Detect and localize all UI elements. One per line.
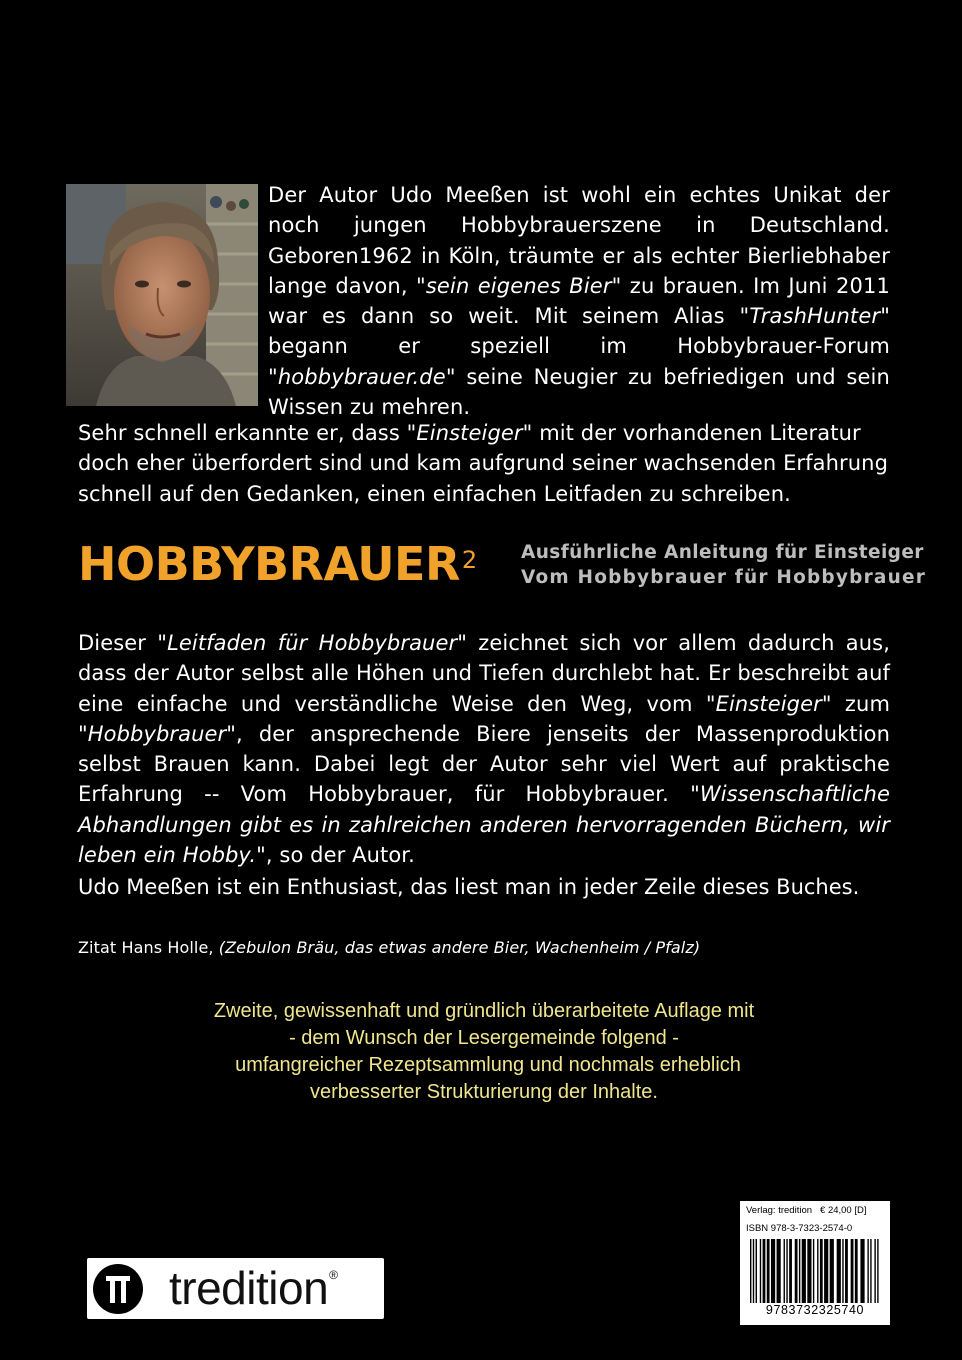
edition-line-2: - dem Wunsch der Lesergemeinde folgend - xyxy=(289,1027,679,1049)
barcode-bar xyxy=(795,1239,798,1303)
barcode-bar xyxy=(753,1239,754,1303)
publisher-label: Verlag: tredition xyxy=(746,1205,813,1216)
barcode-bar xyxy=(784,1239,785,1303)
barcode-bar xyxy=(842,1239,843,1303)
tredition-wordmark: tredition xyxy=(169,1262,329,1314)
barcode-bar xyxy=(867,1239,868,1303)
barcode-bar xyxy=(771,1239,775,1303)
barcode-bar xyxy=(817,1239,818,1303)
edition-line-1: Zweite, gewissenhaft und gründlich überarbeitete Auflage mit xyxy=(213,1000,755,1022)
publisher-price-line xyxy=(746,1205,867,1216)
ean-number: 9783732325740 xyxy=(765,1303,865,1317)
barcode-bar xyxy=(763,1239,766,1303)
edition-note xyxy=(78,998,890,1106)
tredition-mark-icon xyxy=(93,1264,143,1314)
barcode-bar xyxy=(824,1239,828,1303)
barcode-bar xyxy=(813,1239,814,1303)
barcode-bar xyxy=(877,1239,878,1303)
barcode-bar xyxy=(789,1239,792,1303)
subtitle-line-2: Vom Hobbybrauer für Hobbybrauer xyxy=(521,567,927,588)
barcode-icon xyxy=(750,1239,880,1303)
barcode-bar xyxy=(802,1239,806,1303)
isbn-label: ISBN 978-3-7323-2574-0 xyxy=(746,1223,853,1234)
barcode-bar xyxy=(760,1239,761,1303)
author-portrait-image xyxy=(66,184,258,406)
barcode-bar xyxy=(874,1239,875,1303)
barcode-bar xyxy=(837,1239,841,1303)
price-label: € 24,00 [D] xyxy=(820,1205,867,1216)
quote-attribution: Zitat Hans Holle, (Zebulon Bräu, das etwas andere Bier, Wachenheim / Pfalz) xyxy=(78,938,701,957)
barcode-bar xyxy=(855,1239,858,1303)
barcode-bar xyxy=(851,1239,854,1303)
barcode-bar xyxy=(756,1239,757,1303)
barcode-bar xyxy=(860,1239,864,1303)
barcode-bar xyxy=(870,1239,871,1303)
author-intro-text: Der Autor Udo Meeßen ist wohl ein echtes Unikat der noch jungen Hobbybrauerszene in Deutschland. Geboren1962 in Köln, träumte er als echter Bierliebhaber lange davon, "sein eigenes Bier" zu brauen. Im Juni 2011 war es dann so weit. Mit seinem Alias "TrashHunter" begann er speziell im Hobbybrauer-Forum "hobbybrauer.de" seine Neugier zu befriedigen und sein Wissen zu mehren. xyxy=(268,183,890,420)
book-title-superscript: 2 xyxy=(461,546,477,574)
motivation-paragraph: Sehr schnell erkannte er, dass "Einsteiger" mit der vorhandenen Literatur doch eher überfordert sind und kam aufgrund seiner wachsenden Erfahrung schnell auf den Gedanken, einen einfachen Leitfaden zu schreiben. xyxy=(78,421,889,506)
subtitle-line-1: Ausführliche Anleitung für Einsteiger xyxy=(521,542,924,563)
barcode-bar xyxy=(786,1239,787,1303)
registered-mark: ® xyxy=(329,1267,338,1282)
book-title-text: HOBBYBRAUER xyxy=(78,537,460,591)
barcode-bar xyxy=(750,1239,751,1303)
edition-line-3: umfangreicher Rezeptsammlung und nochmals erheblich xyxy=(235,1054,741,1076)
barcode-bar xyxy=(799,1239,800,1303)
tredition-logo xyxy=(87,1258,384,1319)
book-subtitle xyxy=(521,540,927,590)
barcode-bar xyxy=(807,1239,811,1303)
barcode-bar xyxy=(830,1239,834,1303)
enthusiast-sentence: Udo Meeßen ist ein Enthusiast, das liest man in jeder Zeile dieses Buches. xyxy=(78,875,860,899)
description-paragraph: Dieser "Leitfaden für Hobbybrauer" zeichnet sich vor allem dadurch aus, dass der Autor selbst alle Höhen und Tiefen durchlebt hat. Er beschreibt auf eine einfache und verständliche Weise den Weg, vom "Einsteiger" zum "Hobbybrauer", der ansprechende Biere jenseits der Massenproduktion selbst Brauen kann. Dabei legt der Autor sehr viel Wert auf praktische Erfahrung -- Vom Hobbybrauer, für Hobbybrauer. "Wissenschaftliche Abhandlungen gibt es in zahlreichen anderen hervorragenden Büchern, wir leben ein Hobby.", so der Autor. xyxy=(78,631,891,868)
barcode-bar xyxy=(767,1239,770,1303)
edition-line-4: verbesserter Strukturierung der Inhalte. xyxy=(310,1081,658,1103)
barcode-bar xyxy=(820,1239,823,1303)
book-title xyxy=(78,534,477,594)
barcode-bar xyxy=(777,1239,781,1303)
barcode-bar xyxy=(845,1239,848,1303)
author-photo xyxy=(66,184,258,406)
isbn-barcode-box xyxy=(740,1201,890,1325)
